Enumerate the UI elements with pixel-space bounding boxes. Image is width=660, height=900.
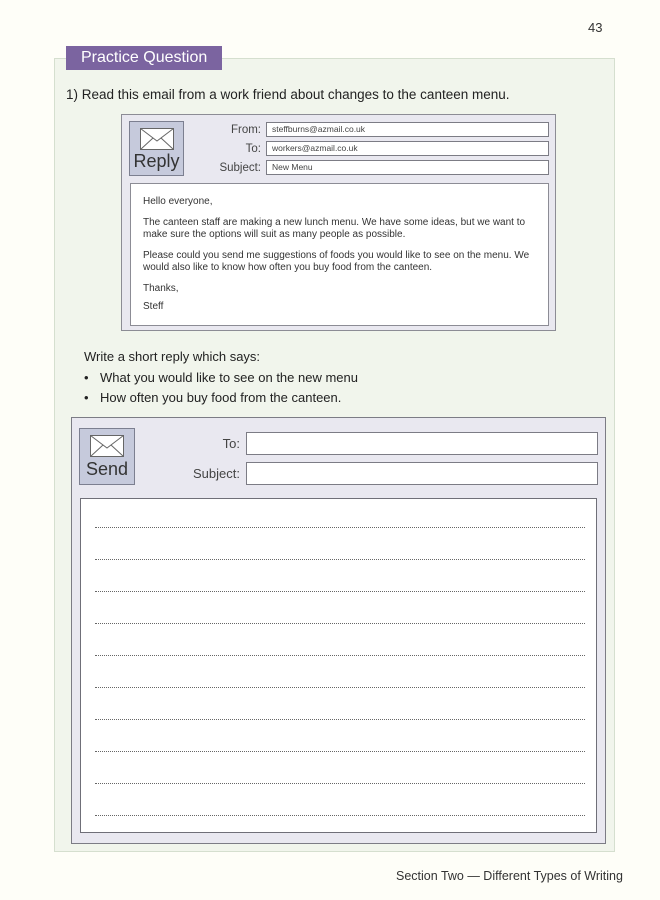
bullet-item: • What you would like to see on the new menu [84,370,358,385]
writing-line [95,687,585,688]
writing-line [95,623,585,624]
send-button[interactable] [79,428,135,485]
email-paragraph: Please could you send me suggestions of foods you would like to see on the menu. We would also like to know how often you buy food from the canteen. [143,249,530,273]
send-label: Send [85,459,129,479]
to-label: To: [245,143,261,155]
section-footer: Section Two — Different Types of Writing [396,869,623,883]
writing-line [95,655,585,656]
page-number: 43 [588,20,603,35]
writing-line [95,751,585,752]
reply-writing-area[interactable] [80,498,597,833]
email-body [130,183,549,326]
email-signature: Steff [143,301,164,312]
reply-subject-input[interactable] [246,462,598,485]
writing-line [95,719,585,720]
envelope-icon [140,128,174,150]
writing-line [95,559,585,560]
received-email [121,114,556,331]
writing-line [95,591,585,592]
reply-button[interactable] [129,121,184,176]
practice-question-tab: Practice Question [66,46,222,70]
instruction-text: Write a short reply which says: [84,349,261,364]
bullet-text: What you would like to see on the new menu [100,370,358,385]
reply-label: Reply [133,151,180,171]
reply-to-input[interactable] [246,432,598,455]
writing-line [95,527,585,528]
subject-field: New Menu [266,160,549,175]
writing-line [95,815,585,816]
email-greeting: Hello everyone, [143,196,213,207]
writing-line [95,783,585,784]
reply-email [71,417,606,844]
reply-to-label: To: [222,436,240,451]
bullet-list [84,368,358,408]
bullet-text: How often you buy food from the canteen. [100,390,342,405]
reply-subject-label: Subject: [193,466,240,481]
email-signoff: Thanks, [143,282,179,294]
from-label: From: [230,124,261,136]
subject-label: Subject: [219,162,261,174]
to-field: workers@azmail.co.uk [266,141,549,156]
bullet-item: • How often you buy food from the canteen. [84,390,342,405]
question-text: 1) Read this email from a work friend about changes to the canteen menu. [66,87,510,102]
from-field: steffburns@azmail.co.uk [266,122,549,137]
email-paragraph: The canteen staff are making a new lunch menu. We have some ideas, but we want to make sure the options will suit as many people as possible. [143,216,526,240]
envelope-icon [90,435,124,457]
